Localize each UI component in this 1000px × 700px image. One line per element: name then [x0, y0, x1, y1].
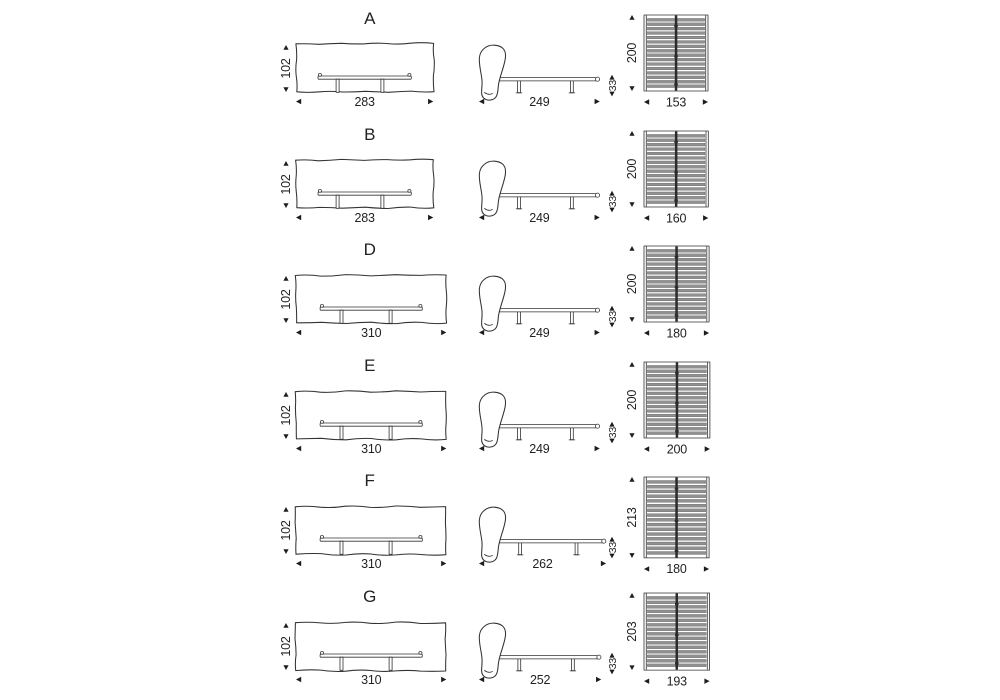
bench-platform: [320, 307, 422, 310]
dimension-value: 180: [666, 326, 687, 341]
dim-arrow-up-icon: [609, 190, 614, 195]
headboard-side-outline: [479, 507, 505, 562]
dim-arrow-right-icon: [596, 676, 601, 681]
dimension-value: 283: [354, 94, 375, 109]
center-rail-joint: [674, 25, 678, 27]
dimension-value: 252: [529, 672, 551, 687]
side-view-drawing: [465, 468, 630, 584]
dimension-value: 102: [279, 173, 293, 195]
center-rail-joint: [675, 314, 679, 316]
dim-arrow-right-icon: [704, 566, 709, 571]
dim-arrow-left-icon: [644, 330, 649, 335]
dim-arrow-right-icon: [703, 99, 708, 104]
bench-leg: [389, 541, 392, 554]
size-variant-row: [0, 6, 1000, 122]
dim-arrow-right-icon: [595, 445, 600, 450]
headboard-side-outline: [479, 392, 505, 447]
platform-end-cap: [419, 651, 422, 654]
dimension-value: 160: [665, 210, 687, 225]
bench-leg: [389, 310, 392, 323]
bench-leg: [336, 79, 339, 92]
bench-leg: [571, 196, 574, 208]
dim-arrow-down-icon: [629, 86, 634, 91]
platform-end-cap: [321, 305, 324, 308]
dimension-value: 249: [529, 325, 550, 340]
center-rail-joint: [675, 371, 679, 373]
bench-leg: [389, 657, 392, 670]
dim-arrow-up-icon: [609, 537, 614, 542]
top-view-drawing: [618, 237, 724, 353]
platform-side-profile: [495, 540, 604, 543]
dimension-value: 262: [532, 556, 553, 571]
side-view-drawing: [465, 353, 630, 469]
platform-end-cap: [419, 536, 422, 539]
platform-side-profile: [495, 193, 597, 196]
bench-leg: [518, 427, 521, 439]
dim-arrow-up-icon: [283, 507, 288, 512]
bench-leg: [340, 426, 343, 439]
dimension-value: 283: [354, 210, 375, 225]
dim-arrow-left-icon: [479, 330, 484, 335]
dim-arrow-up-icon: [629, 246, 634, 251]
dim-arrow-up-icon: [609, 75, 614, 80]
dim-arrow-up-icon: [629, 362, 634, 367]
headboard-side-outline: [479, 45, 505, 100]
top-view-drawing: [618, 122, 724, 238]
dimension-value: 200: [666, 441, 688, 456]
dimension-value: 102: [279, 58, 293, 79]
dim-arrow-right-icon: [704, 678, 709, 683]
dim-arrow-down-icon: [283, 549, 288, 554]
platform-end-cap: [419, 305, 422, 308]
side-view-drawing: [465, 237, 630, 353]
dim-arrow-right-icon: [601, 561, 606, 566]
dim-arrow-down-icon: [283, 318, 288, 323]
bench-platform: [318, 76, 411, 79]
platform-rounded-tip: [595, 424, 599, 428]
dim-arrow-up-icon: [629, 593, 634, 598]
center-rail-joint: [674, 171, 678, 173]
side-view-drawing: [465, 6, 630, 122]
dimension-value: 310: [361, 441, 382, 456]
side-view-drawing: [465, 122, 630, 238]
bench-leg: [571, 427, 574, 439]
bench-platform: [320, 654, 422, 657]
dim-arrow-up-icon: [629, 477, 634, 482]
center-rail-joint: [675, 603, 679, 605]
center-rail-joint: [675, 430, 679, 432]
dim-arrow-right-icon: [441, 330, 446, 335]
dim-arrow-down-icon: [609, 438, 614, 443]
dim-arrow-up-icon: [283, 45, 288, 50]
platform-end-cap: [408, 189, 411, 192]
bench-leg: [381, 195, 384, 208]
dimension-value: 310: [361, 325, 382, 340]
dim-arrow-left-icon: [479, 445, 484, 450]
center-rail-joint: [674, 199, 678, 201]
bench-leg: [340, 657, 343, 670]
dim-arrow-right-icon: [595, 330, 600, 335]
dim-arrow-up-icon: [283, 161, 288, 166]
variant-label: E: [364, 355, 376, 375]
dimension-value: 310: [361, 556, 382, 571]
dimension-value: 200: [625, 273, 639, 295]
bed-front-outline: [295, 390, 446, 439]
platform-end-cap: [408, 74, 411, 77]
dim-arrow-down-icon: [629, 665, 634, 670]
headboard-side-outline: [479, 161, 505, 216]
bench-leg: [389, 426, 392, 439]
dimension-value: 180: [666, 562, 687, 577]
platform-end-cap: [321, 536, 324, 539]
dim-arrow-down-icon: [609, 323, 614, 328]
dim-arrow-up-icon: [283, 392, 288, 397]
dim-arrow-down-icon: [283, 434, 288, 439]
dimension-value: 102: [279, 520, 293, 541]
platform-end-cap: [318, 74, 321, 77]
dimension-value: 200: [625, 158, 639, 179]
platform-end-cap: [321, 420, 324, 423]
dim-arrow-right-icon: [705, 446, 710, 451]
variant-label: A: [364, 9, 376, 28]
dim-arrow-left-icon: [296, 676, 301, 681]
front-view-drawing: [275, 353, 465, 469]
dim-arrow-right-icon: [428, 99, 433, 104]
front-view-drawing: [275, 468, 465, 584]
bed-front-outline: [295, 506, 446, 555]
dim-arrow-left-icon: [644, 678, 649, 683]
size-variant-row: [0, 468, 1000, 584]
platform-rounded-tip: [595, 308, 599, 312]
center-rail-joint: [675, 550, 679, 552]
center-rail-joint: [675, 286, 679, 288]
platform-rounded-tip: [597, 655, 601, 659]
bed-front-outline: [296, 43, 435, 93]
front-view-drawing: [275, 122, 465, 238]
bench-leg: [571, 312, 574, 324]
bench-platform: [318, 192, 411, 195]
variant-label: F: [364, 471, 376, 490]
dim-arrow-left-icon: [296, 99, 301, 104]
bench-leg: [572, 658, 575, 670]
dim-arrow-right-icon: [595, 214, 600, 219]
bed-front-outline: [295, 621, 446, 671]
platform-side-profile: [495, 78, 597, 81]
dim-arrow-right-icon: [704, 330, 709, 335]
dim-arrow-right-icon: [441, 676, 446, 681]
dim-arrow-down-icon: [629, 553, 634, 558]
dim-arrow-up-icon: [609, 652, 614, 657]
dim-arrow-left-icon: [644, 99, 649, 104]
dimension-value: 33: [607, 541, 619, 554]
bench-platform: [320, 423, 422, 426]
size-variant-row: [0, 122, 1000, 238]
dimension-value: 200: [625, 42, 639, 64]
bench-leg: [381, 79, 384, 92]
front-view-drawing: [275, 237, 465, 353]
platform-end-cap: [419, 420, 422, 423]
bed-front-outline: [296, 159, 434, 208]
bench-leg: [518, 81, 521, 93]
center-rail-joint: [675, 633, 679, 635]
dim-arrow-right-icon: [428, 214, 433, 219]
size-variant-row: [0, 584, 1000, 700]
bench-leg: [340, 541, 343, 554]
dim-arrow-up-icon: [629, 131, 634, 136]
center-rail-joint: [674, 83, 678, 85]
center-rail-joint: [674, 140, 678, 142]
variant-label: B: [364, 124, 376, 144]
platform-side-profile: [495, 655, 599, 658]
front-view-drawing: [275, 6, 465, 122]
top-view-drawing: [618, 584, 724, 700]
platform-rounded-tip: [602, 539, 606, 543]
dimension-value: 102: [279, 404, 293, 426]
center-rail-joint: [675, 256, 679, 258]
dim-arrow-left-icon: [644, 446, 649, 451]
headboard-side-outline: [479, 623, 505, 678]
dim-arrow-up-icon: [283, 623, 288, 628]
dimension-value: 203: [625, 620, 639, 642]
bed-front-outline: [295, 275, 446, 324]
dimension-value: 193: [666, 673, 687, 688]
dim-arrow-right-icon: [595, 99, 600, 104]
dimension-value: 33: [607, 79, 619, 92]
dim-arrow-down-icon: [629, 202, 634, 207]
platform-end-cap: [321, 651, 324, 654]
platform-end-cap: [318, 189, 321, 192]
dim-arrow-down-icon: [609, 669, 614, 674]
bench-leg: [336, 195, 339, 208]
dimension-value: 33: [607, 195, 619, 207]
bench-platform: [320, 538, 422, 541]
bench-leg: [518, 658, 521, 670]
dim-arrow-left-icon: [296, 445, 301, 450]
size-variant-row: [0, 237, 1000, 353]
dim-arrow-right-icon: [441, 561, 446, 566]
dim-arrow-down-icon: [609, 554, 614, 559]
dim-arrow-right-icon: [441, 445, 446, 450]
dim-arrow-left-icon: [479, 561, 484, 566]
bench-leg: [519, 543, 522, 555]
top-view-drawing: [618, 6, 724, 122]
dimension-value: 213: [625, 507, 639, 528]
dim-arrow-left-icon: [644, 215, 649, 220]
center-rail-joint: [675, 488, 679, 490]
dimension-value: 200: [625, 389, 639, 410]
dim-arrow-down-icon: [629, 317, 634, 322]
dimension-value: 310: [361, 672, 382, 687]
dimension-value: 102: [279, 289, 293, 310]
size-variant-row: [0, 353, 1000, 469]
dimension-value: 153: [665, 95, 687, 110]
dim-arrow-left-icon: [296, 214, 301, 219]
dimension-value: 249: [529, 94, 550, 109]
center-rail-joint: [675, 520, 679, 522]
dim-arrow-up-icon: [609, 306, 614, 311]
variant-label: G: [363, 586, 377, 606]
center-rail-joint: [675, 662, 679, 664]
bench-leg: [571, 81, 574, 93]
dim-arrow-left-icon: [479, 214, 484, 219]
dim-arrow-up-icon: [283, 276, 288, 281]
dim-arrow-up-icon: [629, 15, 634, 20]
variant-label: D: [363, 240, 377, 259]
dim-arrow-down-icon: [283, 87, 288, 92]
bench-leg: [340, 310, 343, 323]
platform-side-profile: [495, 309, 597, 312]
dim-arrow-down-icon: [629, 433, 634, 438]
platform-rounded-tip: [595, 193, 599, 197]
top-view-drawing: [618, 353, 724, 469]
dim-arrow-left-icon: [479, 676, 484, 681]
center-rail-joint: [675, 402, 679, 404]
front-view-drawing: [275, 584, 465, 700]
top-view-drawing: [618, 468, 724, 584]
dim-arrow-right-icon: [703, 215, 708, 220]
bench-leg: [518, 312, 521, 324]
dim-arrow-down-icon: [283, 203, 288, 208]
bench-leg: [575, 543, 578, 555]
dim-arrow-left-icon: [479, 99, 484, 104]
dim-arrow-down-icon: [283, 665, 288, 670]
dimension-value: 33: [607, 426, 619, 438]
platform-side-profile: [495, 424, 597, 427]
dimension-value: 33: [607, 310, 619, 323]
dim-arrow-left-icon: [296, 561, 301, 566]
platform-rounded-tip: [595, 77, 599, 81]
dimension-value: 249: [529, 210, 550, 225]
dim-arrow-down-icon: [609, 92, 614, 97]
headboard-side-outline: [479, 276, 505, 331]
dim-arrow-left-icon: [644, 566, 649, 571]
dim-arrow-up-icon: [609, 421, 614, 426]
dimension-value: 249: [529, 441, 550, 456]
dimension-value: 102: [279, 635, 293, 657]
dim-arrow-left-icon: [296, 330, 301, 335]
dimension-value: 33: [607, 657, 619, 669]
center-rail-joint: [674, 55, 678, 57]
bench-leg: [518, 196, 521, 208]
dim-arrow-down-icon: [609, 207, 614, 212]
side-view-drawing: [465, 584, 630, 700]
